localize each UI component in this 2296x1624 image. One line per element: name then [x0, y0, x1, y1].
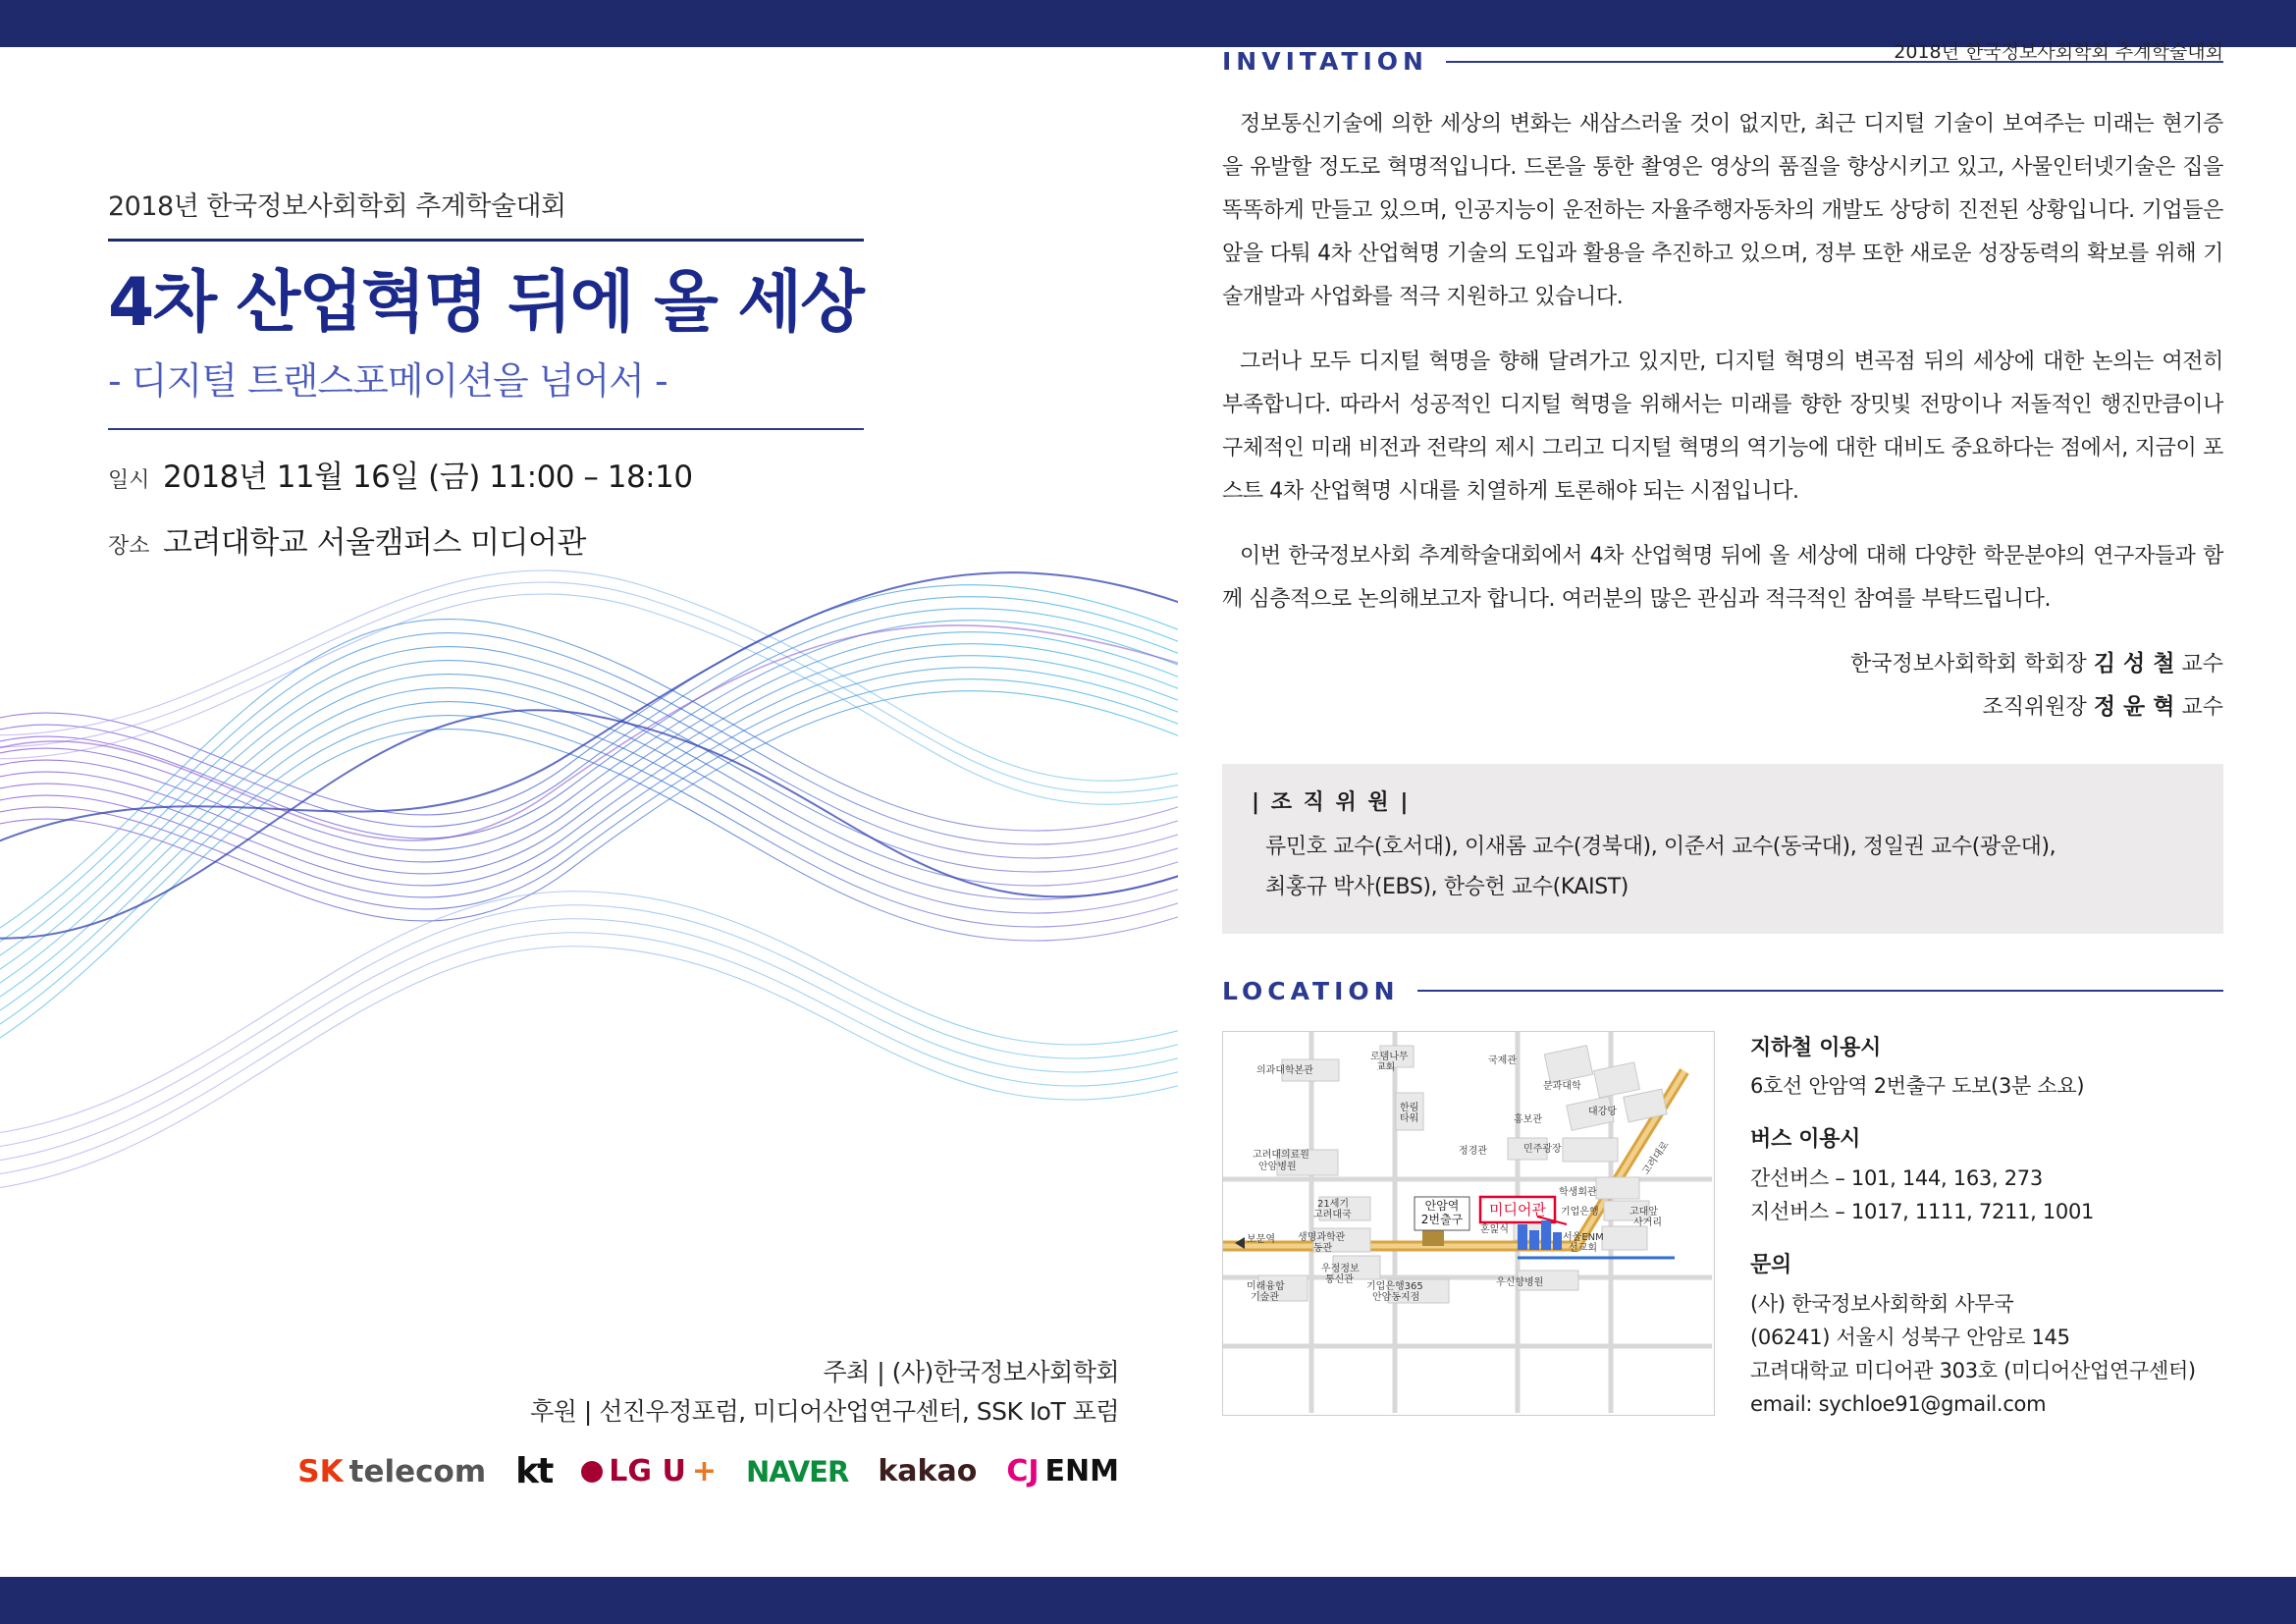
signature-title: 교수 [2181, 652, 2223, 677]
logo-kt-text: kt [515, 1451, 553, 1491]
logo-lg-uplus [581, 1454, 717, 1489]
host-block [0, 1353, 1119, 1432]
logo-naver [746, 1455, 848, 1489]
invitation-paragraph: 그러나 모두 디지털 혁명을 향해 달려가고 있지만, 디지털 혁명의 변곡점 뒤의 세상에 대한 논의는 여전히 부족합니다. 따라서 성공적인 디지털 혁명을 위해서는 미래를 향한 장밋빛 전망이나 저돌적인 행진만큼이나 구체적인 미래 비전과 전략의 제시 그리고 디지털 혁명의 역기능에 대한 대비도 중요하다는 점에서, 지금이 포스트 4차 산업혁명 시대를 치열하게 토론해야 되는 시점입니다. [1222, 350, 2223, 504]
signature-role: 한국정보사회학회 학회장 [1850, 652, 2087, 677]
date-label: 일시 [108, 467, 150, 493]
invitation-body [1222, 103, 2223, 622]
location-map [1222, 1031, 1715, 1416]
svg-text:타워: 타워 [1400, 1112, 1419, 1124]
svg-text:학생회관: 학생회관 [1559, 1186, 1597, 1198]
svg-text:우신향병원: 우신향병원 [1496, 1276, 1544, 1288]
svg-text:서울ENM: 서울ENM [1563, 1231, 1604, 1243]
location-section [1222, 977, 2223, 1421]
logo-kakao [878, 1454, 977, 1489]
logo-naver-text: NAVER [745, 1454, 849, 1489]
logo-sk-telecom [297, 1454, 486, 1489]
svg-text:생명과학관: 생명과학관 [1298, 1231, 1346, 1243]
svg-text:고대앞: 고대앞 [1629, 1206, 1658, 1218]
logo-lg-plus: + [691, 1454, 717, 1489]
svg-text:민주광장: 민주광장 [1523, 1143, 1562, 1155]
bottom-bar [0, 1577, 2296, 1624]
svg-text:한림: 한림 [1400, 1102, 1419, 1113]
logo-kakao-text: kakao [878, 1454, 978, 1489]
left-content [108, 185, 893, 562]
signature-role: 조직위원장 [1982, 694, 2087, 720]
committee-title: | 조 직 위 원 | [1252, 790, 1411, 816]
svg-text:보문역: 보문역 [1247, 1233, 1275, 1245]
event-kicker: 2018년 한국정보사회학회 추계학술대회 [108, 191, 566, 222]
date-row [108, 452, 893, 496]
location-group-contact [1750, 1248, 2223, 1421]
left-panel [0, 47, 1178, 1577]
contact-line: (사) 한국정보사회학회 사무국 [1750, 1291, 2014, 1316]
invitation-paragraph: 이번 한국정보사회 추계학술대회에서 4차 산업혁명 뒤에 올 세상에 대해 다양한 학문분야의 연구자들과 함께 심층적으로 논의해보고자 합니다. 여러분의 많은 관심과 적극적인 참여를 부탁드립니다. [1222, 544, 2223, 612]
signature-title: 교수 [2181, 694, 2223, 720]
bus-heading: 버스 이용시 [1750, 1127, 1861, 1153]
bus-line: 간선버스 – 101, 144, 163, 273 [1750, 1166, 2043, 1191]
logo-sk-text: SK [297, 1453, 344, 1489]
signature-name: 김 성 철 [2093, 651, 2175, 677]
svg-text:기업은행: 기업은행 [1561, 1206, 1599, 1218]
signature-name: 정 윤 혁 [2093, 693, 2175, 720]
sponsor-logos [0, 1451, 1119, 1491]
svg-text:문과대학: 문과대학 [1543, 1080, 1581, 1092]
svg-text:21세기: 21세기 [1317, 1198, 1350, 1210]
place-label: 장소 [108, 533, 150, 559]
contact-line: (06241) 서울시 성북구 안암로 145 [1750, 1325, 2070, 1349]
signature-block [1222, 643, 2223, 729]
host-line: 주최 | (사)한국정보사회학회 [823, 1358, 1119, 1386]
svg-text:사거리: 사거리 [1633, 1217, 1662, 1228]
header-event-label: 2018년 한국정보사회학회 추계학술대회 [1894, 41, 2223, 63]
svg-text:우정정보: 우정정보 [1321, 1263, 1360, 1274]
svg-text:안암동지점: 안암동지점 [1372, 1291, 1420, 1303]
svg-text:선교회: 선교회 [1569, 1242, 1597, 1254]
page-title: 4차 산업혁명 뒤에 올 세상 [108, 264, 863, 342]
bus-line: 지선버스 – 1017, 1111, 7211, 1001 [1750, 1200, 2095, 1224]
svg-text:의과대학본관: 의과대학본관 [1256, 1064, 1313, 1076]
location-info [1750, 1031, 2223, 1421]
place-row [108, 517, 893, 562]
svg-text:국제관: 국제관 [1488, 1055, 1517, 1066]
place-value: 고려대학교 서울캠퍼스 미디어관 [163, 524, 586, 561]
contact-heading: 문의 [1750, 1253, 1791, 1278]
committee-box [1222, 764, 2223, 933]
signature-row [1222, 686, 2223, 730]
location-group-subway [1750, 1031, 2223, 1104]
svg-text:안암병원: 안암병원 [1258, 1161, 1297, 1172]
location-group-bus [1750, 1122, 2223, 1228]
date-value: 2018년 11월 16일 (금) 11:00 – 18:10 [163, 459, 693, 495]
svg-text:정경관: 정경관 [1459, 1145, 1487, 1157]
location-rule [1417, 990, 2223, 992]
svg-text:통신관: 통신관 [1325, 1273, 1354, 1285]
divider-bottom [108, 428, 864, 430]
svg-text:기술관: 기술관 [1251, 1291, 1279, 1303]
svg-text:고려대국: 고려대국 [1313, 1209, 1352, 1220]
svg-text:고려대의료원: 고려대의료원 [1253, 1149, 1309, 1161]
logo-kt [515, 1451, 552, 1491]
page-subtitle: - 디지털 트랜스포메이션을 넘어서 - [108, 358, 667, 403]
logo-sk-sub: telecom [348, 1453, 487, 1489]
svg-text:로뎀나무: 로뎀나무 [1370, 1051, 1409, 1062]
svg-text:홍보관: 홍보관 [1514, 1113, 1542, 1125]
contact-line: 고려대학교 미디어관 303호 (미디어산업연구센터) [1750, 1358, 2196, 1382]
committee-member-line: 류민호 교수(호서대), 이새롬 교수(경북대), 이준서 교수(동국대), 정일권 교수(광운대), [1265, 835, 2056, 860]
subway-line: 6호선 안암역 2번출구 도보(3분 소요) [1750, 1074, 2085, 1099]
logo-cj-text: CJ [1006, 1454, 1040, 1489]
svg-text:고려대로: 고려대로 [1640, 1139, 1672, 1177]
sponsor-line: 후원 | 선진우정포럼, 미디어산업연구센터, SSK IoT 포럼 [530, 1397, 1119, 1426]
right-panel [1222, 41, 2223, 1577]
divider-top [108, 239, 864, 242]
svg-text:2번출구: 2번출구 [1420, 1212, 1464, 1226]
invitation-title: INVITATION [1222, 47, 1428, 76]
svg-text:대강당: 대강당 [1588, 1106, 1617, 1117]
invitation-paragraph: 정보통신기술에 의한 세상의 변화는 새삼스러울 것이 없지만, 최근 디지털 기술이 보여주는 미래는 현기증을 유발할 정도로 혁명적입니다. 드론을 통한 촬영은 영상의 품질을 향상시키고 있고, 사물인터넷기술은 집을 똑똑하게 만들고 있으며, 인공지능이 운전하는 자율주행자동차의 개발도 상당히 진전된 상황입니다. 기업들은 앞을 다퉈 4차 산업혁명 기술의 도입과 활용을 추진하고 있으며, 정부 또한 새로운 성장동력의 확보를 위해 기술개발과 사업화를 적극 지원하고 있습니다. [1222, 112, 2223, 309]
logo-enm-text: ENM [1044, 1454, 1119, 1489]
location-section-header [1222, 977, 2223, 1005]
svg-text:혼잁식: 혼잁식 [1480, 1223, 1509, 1235]
committee-member-line: 최홍규 박사(EBS), 한승헌 교수(KAIST) [1265, 875, 1629, 900]
svg-text:기업은행365: 기업은행365 [1366, 1280, 1423, 1292]
logo-lg-text: LG U [609, 1454, 686, 1489]
signature-row [1222, 643, 2223, 686]
location-title: LOCATION [1222, 976, 1400, 1005]
wave-artwork [0, 469, 1178, 1196]
svg-text:동관: 동관 [1313, 1242, 1333, 1254]
svg-text:안암역: 안암역 [1424, 1198, 1460, 1213]
location-body [1222, 1031, 2223, 1421]
lg-circle-icon [581, 1461, 603, 1483]
subway-heading: 지하철 이용시 [1750, 1035, 1882, 1060]
logo-cj-enm [1006, 1454, 1119, 1489]
svg-text:교회: 교회 [1376, 1061, 1396, 1073]
svg-text:미래융합: 미래융합 [1247, 1280, 1285, 1292]
contact-email: email: sychloe91@gmail.com [1750, 1391, 2047, 1416]
svg-text:미디어관: 미디어관 [1489, 1200, 1546, 1218]
